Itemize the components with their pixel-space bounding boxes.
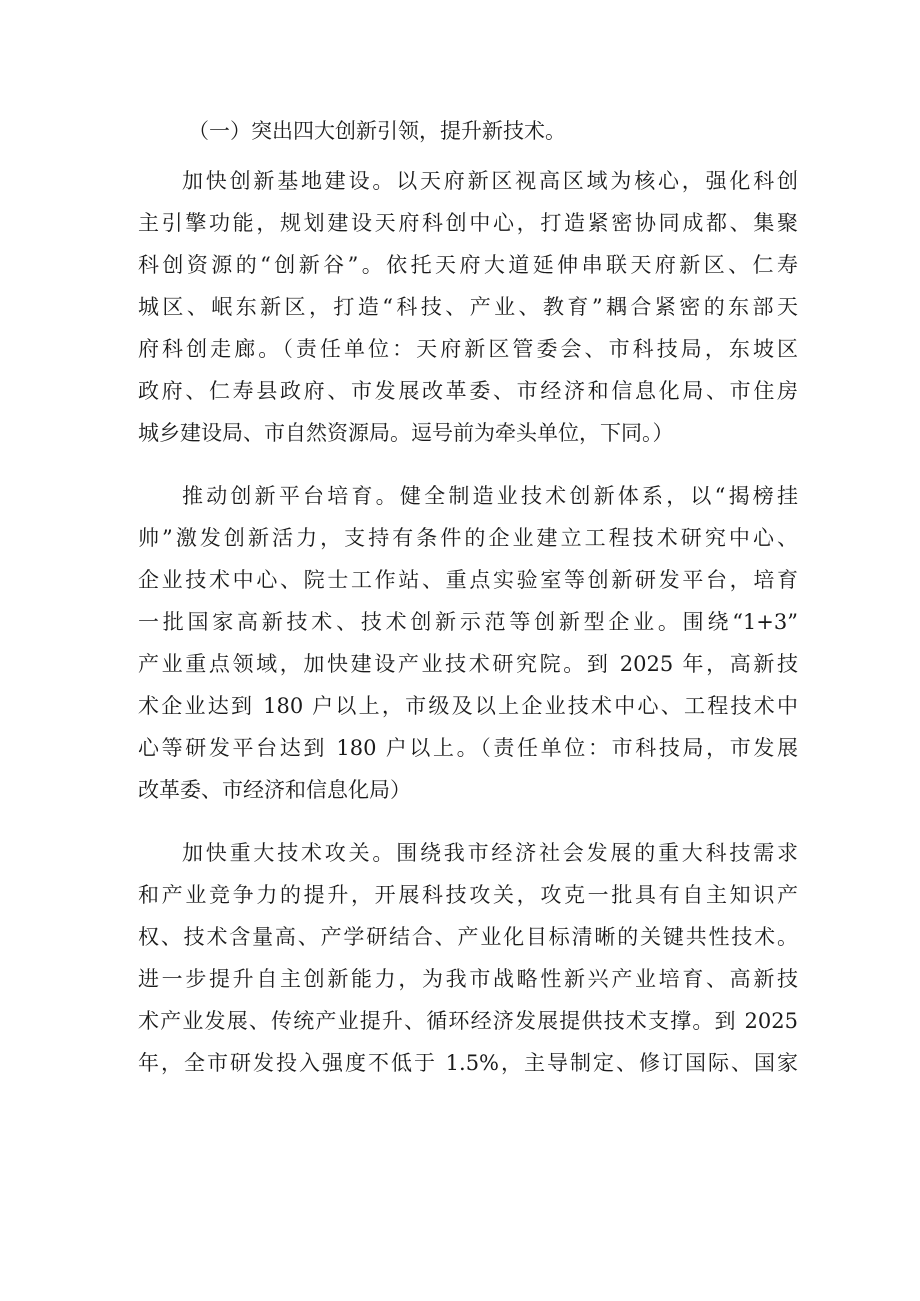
paragraph-line: 加快重大技术攻关。围绕我市经济社会发展的重大科技需求 xyxy=(182,841,798,865)
paragraph-line: 权、技术含量高、产学研结合、产业化目标清晰的关键共性技术。 xyxy=(138,925,798,949)
paragraph-line: 改革委、市经济和信息化局） xyxy=(138,778,411,802)
paragraph-line: 年，全市研发投入强度不低于 1.5%，主导制定、修订国际、国家 xyxy=(138,1051,798,1075)
paragraph-line: 进一步提升自主创新能力，为我市战略性新兴产业培育、高新技 xyxy=(138,967,798,991)
paragraph-line: 主引擎功能，规划建设天府科创中心，打造紧密协同成都、集聚 xyxy=(138,211,798,235)
paragraph-line: 城区、岷东新区，打造“科技、产业、教育”耦合紧密的东部天 xyxy=(138,295,798,319)
paragraph-line: 政府、仁寿县政府、市发展改革委、市经济和信息化局、市住房 xyxy=(138,379,798,403)
paragraph-line: 城乡建设局、市自然资源局。逗号前为牵头单位，下同。） xyxy=(138,421,674,445)
paragraph-line: 术企业达到 180 户以上，市级及以上企业技术中心、工程技术中 xyxy=(138,694,798,718)
paragraph-line: 推动创新平台培育。健全制造业技术创新体系，以“揭榜挂 xyxy=(182,484,798,508)
paragraph-line: 帅”激发创新活力，支持有条件的企业建立工程技术研究中心、 xyxy=(138,526,798,550)
paragraph-line: 和产业竞争力的提升，开展科技攻关，攻克一批具有自主知识产 xyxy=(138,883,798,907)
paragraph-line: 产业重点领域，加快建设产业技术研究院。到 2025 年，高新技 xyxy=(138,652,798,676)
paragraph-line: 心等研发平台达到 180 户以上。（责任单位：市科技局，市发展 xyxy=(138,736,798,760)
paragraph-line: 科创资源的“创新谷”。依托天府大道延伸串联天府新区、仁寿 xyxy=(138,253,798,277)
paragraph-line: 一批国家高新技术、技术创新示范等创新型企业。围绕“1+3” xyxy=(138,610,798,634)
section-heading: （一）突出四大创新引领，提升新技术。 xyxy=(188,119,566,143)
paragraph-line: 术产业发展、传统产业提升、循环经济发展提供技术支撑。到 2025 xyxy=(138,1009,798,1033)
paragraph-line: 府科创走廊。（责任单位：天府新区管委会、市科技局，东坡区 xyxy=(138,337,798,361)
paragraph-line: 加快创新基地建设。以天府新区视高区域为核心，强化科创 xyxy=(182,169,798,193)
paragraph-line: 企业技术中心、院士工作站、重点实验室等创新研发平台，培育 xyxy=(138,568,798,592)
